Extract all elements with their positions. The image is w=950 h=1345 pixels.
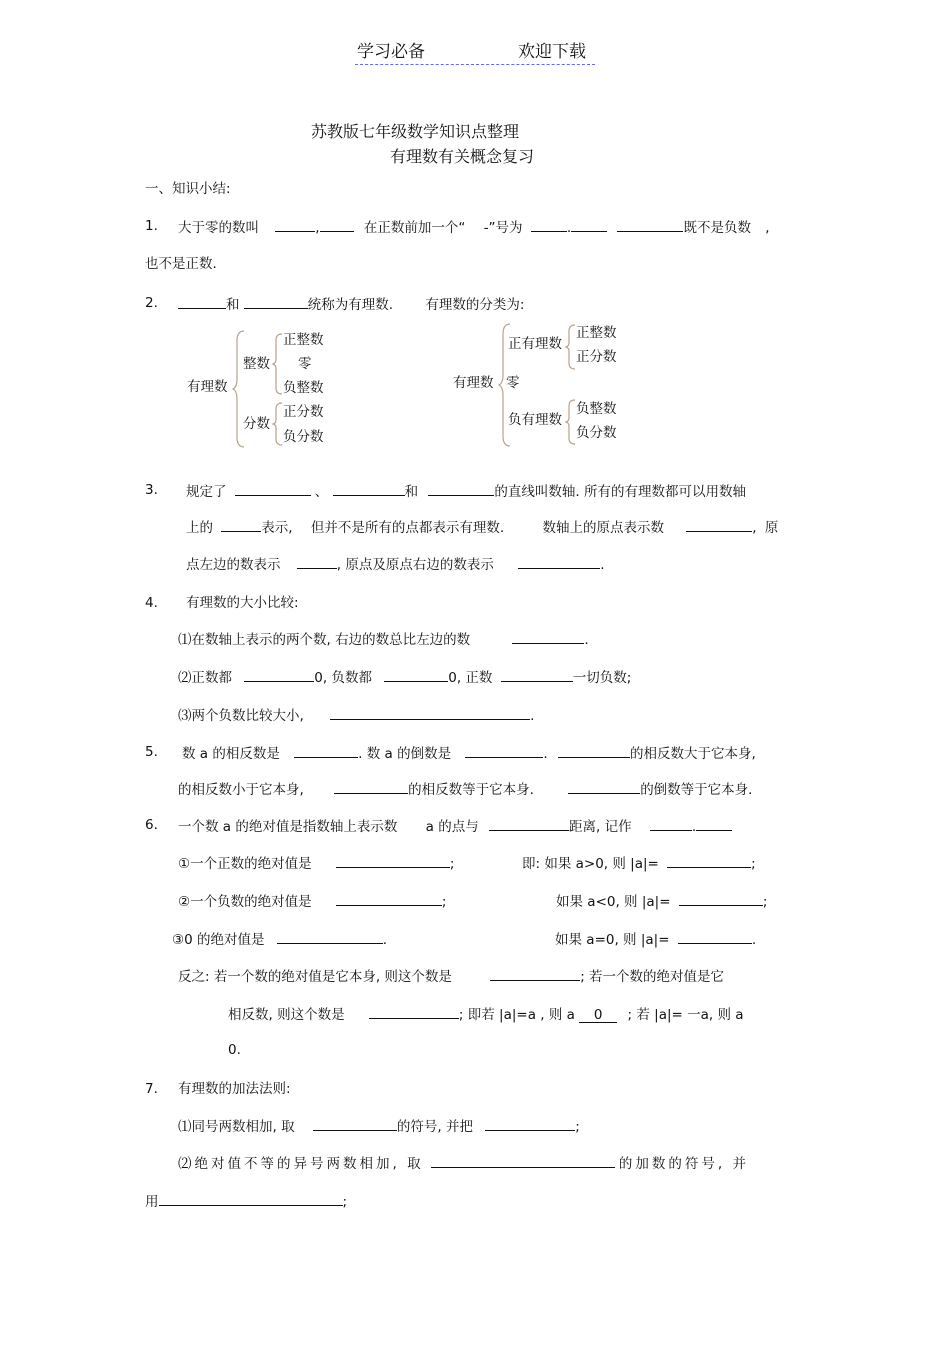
tree2-pos-frac: 正分数 xyxy=(576,349,617,365)
q6-r1a: ①一个正数的绝对值是 xyxy=(178,856,312,872)
q1-text-c: 在正数前加一个“ xyxy=(363,220,466,236)
q7-l3a: 用 xyxy=(145,1194,159,1210)
section-heading: 一、知识小结: xyxy=(145,181,231,197)
q6-row-2-left xyxy=(178,891,446,911)
q2-blank-2 xyxy=(244,294,308,309)
q1-continuation: 也不是正数. xyxy=(145,256,217,272)
q3-blank-1 xyxy=(235,481,311,496)
q6-row-3-left xyxy=(172,929,387,949)
tree1-neg-frac: 负分数 xyxy=(283,429,324,445)
q1-blank-1 xyxy=(275,217,315,232)
q7-line-1 xyxy=(178,1116,580,1136)
doc-title: 苏教版七年级数学知识点整理 xyxy=(311,122,520,141)
q2-text-b: 统称为有理数. xyxy=(307,297,394,313)
q3-text-j: 原 xyxy=(764,520,779,536)
q3-blank-6 xyxy=(297,554,337,569)
q1-blank-3 xyxy=(531,217,567,232)
q7-l1a: ⑴同号两数相加, 取 xyxy=(178,1119,295,1135)
q5-text-g: 的倒数等于它本身. xyxy=(640,782,753,798)
q3-blank-7 xyxy=(518,554,600,569)
q3-text-k: 点左边的数表示 xyxy=(186,557,281,573)
tree1-fractions: 分数 xyxy=(243,416,270,432)
q6-blank-r1a xyxy=(336,853,450,868)
q4-blank-2 xyxy=(244,667,314,682)
q3-blank-5 xyxy=(686,517,752,532)
tree2-pos-rat: 正有理数 xyxy=(508,336,562,352)
page-header xyxy=(355,40,595,65)
q6-row-1-right xyxy=(522,853,756,873)
q7-blank-2 xyxy=(485,1116,575,1131)
q3-text-e: 上的 xyxy=(186,520,213,536)
q5-blank-3 xyxy=(558,743,630,758)
q6-number: 6. xyxy=(145,817,158,833)
q6-row-1-left xyxy=(178,853,454,873)
q4-text-3-end: . xyxy=(530,708,535,724)
q3-text-c: 和 xyxy=(404,484,419,500)
q3-line-1 xyxy=(186,481,746,501)
q6-blank-r3b xyxy=(678,929,752,944)
q3-text-b: 、 xyxy=(314,484,329,500)
q1-number: 1. xyxy=(145,218,158,234)
q7-line-2 xyxy=(178,1153,749,1173)
q6-r2b: ; xyxy=(441,894,447,910)
tree1-root: 有理数 xyxy=(187,379,228,395)
q7-l3b: ; xyxy=(342,1194,348,1210)
q4-title: 有理数的大小比较: xyxy=(186,595,299,611)
q3-text-d: 的直线叫数轴. 所有的有理数都可以用数轴 xyxy=(494,484,746,500)
q6-blank-r1b xyxy=(667,853,751,868)
q6-inv2d: ; 若 |a|= 一a, 则 a xyxy=(627,1007,744,1023)
tree2-neg-int: 负整数 xyxy=(576,401,617,417)
q3-text-h: 数轴上的原点表示数 xyxy=(542,520,664,536)
q6-blank-r3a xyxy=(277,929,383,944)
doc-subtitle: 有理数有关概念复习 xyxy=(390,147,535,166)
q4-text-2d: 一切负数; xyxy=(572,670,632,686)
q3-text-l: , xyxy=(336,557,342,573)
q6-inv2b: ; 即若 |a|=a , 则 a xyxy=(458,1007,575,1023)
q1-blank-2 xyxy=(320,217,354,232)
q7-blank-1 xyxy=(313,1116,397,1131)
q2-line xyxy=(178,294,524,314)
q7-l1c: ; xyxy=(575,1119,580,1135)
q6-text-b: a 的点与 xyxy=(425,819,479,835)
q4-text-2b: 0, 负数都 xyxy=(314,670,372,686)
q1-blank-5 xyxy=(617,217,683,232)
q5-blank-2 xyxy=(465,743,543,758)
q4-text-1-end: . xyxy=(584,632,589,648)
q7-number: 7. xyxy=(145,1081,158,1097)
q3-text-m: 原点及原点右边的数表示 xyxy=(345,557,494,573)
q5-text-e: 的相反数小于它本身, xyxy=(178,782,304,798)
tree1-zero: 零 xyxy=(298,356,312,372)
q6-r2c: 如果 a<0, 则 |a|= xyxy=(556,894,671,910)
q6-text-c: 距离, 记作 xyxy=(569,819,632,835)
q2-text-a: 和 xyxy=(226,297,240,313)
q6-row-2-right xyxy=(556,891,767,911)
q2-number: 2. xyxy=(145,295,158,311)
q6-r3a: ③0 的绝对值是 xyxy=(172,932,265,948)
q6-blank-3 xyxy=(696,816,732,831)
q5-blank-4 xyxy=(334,779,408,794)
q6-inverse-1 xyxy=(178,966,724,986)
q4-blank-3 xyxy=(384,667,448,682)
header-left-text: 学习必备 xyxy=(357,42,425,62)
tree2-pos-int: 正整数 xyxy=(576,325,617,341)
q3-line-3 xyxy=(186,554,604,574)
q3-line-2 xyxy=(186,517,778,537)
q6-row-3-right xyxy=(555,929,756,949)
q7-l2a: ⑵绝对值不等的异号两数相加, 取 xyxy=(178,1156,424,1172)
q5-text-a: 数 a 的相反数是 xyxy=(182,746,280,762)
q6-blank-1 xyxy=(489,816,569,831)
q6-blank-r2b xyxy=(679,891,763,906)
q1-blank-4 xyxy=(571,217,607,232)
q5-text-c: . xyxy=(543,746,548,762)
q6-r1c: 即: 如果 a>0, 则 |a|= xyxy=(522,856,659,872)
q1-text-a: 大于零的数叫 xyxy=(178,220,259,236)
q7-l2b: 的加数的符号, 并 xyxy=(618,1156,749,1172)
q6-inverse-3: 0. xyxy=(228,1042,241,1058)
q4-line-2 xyxy=(178,667,631,687)
q3-text-g: 但并不是所有的点都表示有理数. xyxy=(310,520,505,536)
tree2-neg-frac: 负分数 xyxy=(576,425,617,441)
q3-text-n: . xyxy=(600,557,605,573)
tree1-pos-int: 正整数 xyxy=(283,332,324,348)
q6-blank-inv3 xyxy=(579,1008,617,1023)
tree2-root: 有理数 xyxy=(453,375,494,391)
tree1-pos-frac: 正分数 xyxy=(283,404,324,420)
q5-blank-1 xyxy=(294,743,358,758)
q6-r3b: . xyxy=(382,932,388,948)
q7-l1b: 的符号, 并把 xyxy=(396,1119,473,1135)
q6-r3d: . xyxy=(751,932,757,948)
q5-number: 5. xyxy=(145,744,158,760)
q7-blank-3 xyxy=(431,1153,615,1168)
q3-blank-4 xyxy=(221,517,261,532)
tree2-neg-rat: 负有理数 xyxy=(508,412,562,428)
q5-text-b: . 数 a 的倒数是 xyxy=(358,746,452,762)
q4-line-3 xyxy=(178,705,534,725)
q6-r1b: ; xyxy=(449,856,455,872)
q1-text-e: . xyxy=(566,220,572,236)
q4-blank-4 xyxy=(501,667,573,682)
q7-blank-4 xyxy=(159,1191,343,1206)
q3-blank-3 xyxy=(428,481,494,496)
header-right-text: 欢迎下载 xyxy=(518,42,586,62)
q5-line-2 xyxy=(178,779,752,799)
tree1-integers: 整数 xyxy=(243,356,270,372)
q2-text-c: 有理数的分类为: xyxy=(425,297,525,313)
q7-line-3 xyxy=(145,1191,347,1211)
q1-text-g: , xyxy=(765,220,770,236)
q6-r2d: ; xyxy=(762,894,768,910)
q1-text-b: , xyxy=(315,220,320,236)
q6-r2a: ②一个负数的绝对值是 xyxy=(178,894,312,910)
q6-inv1: 反之: 若一个数的绝对值是它本身, 则这个数是 xyxy=(178,969,452,985)
q6-inv2a: 相反数, 则这个数是 xyxy=(228,1007,345,1023)
q5-text-d: 的相反数大于它本身, xyxy=(630,746,756,762)
q6-inv1b: ; 若一个数的绝对值是它 xyxy=(580,969,725,985)
tree1-neg-int: 负整数 xyxy=(283,380,324,396)
q6-blank-inv2 xyxy=(369,1004,459,1019)
q6-r3c: 如果 a=0, 则 |a|= xyxy=(555,932,670,948)
q4-blank-5 xyxy=(330,705,530,720)
tree2-zero: 零 xyxy=(506,375,520,391)
q3-number: 3. xyxy=(145,482,158,498)
q1-text-f: 既不是负数 xyxy=(683,220,751,236)
q3-blank-2 xyxy=(333,481,405,496)
q6-line-1 xyxy=(178,816,732,836)
q4-line-1 xyxy=(178,629,589,649)
q6-text-a: 一个数 a 的绝对值是指数轴上表示数 xyxy=(178,819,398,835)
q6-text-d: . xyxy=(691,819,697,835)
q5-line-1 xyxy=(182,743,756,763)
q4-text-1: ⑴在数轴上表示的两个数, 右边的数总比左边的数 xyxy=(178,632,471,648)
q2-blank-1 xyxy=(178,294,226,309)
q4-text-2c: 0, 正数 xyxy=(448,670,493,686)
q6-blank-inv1 xyxy=(490,966,580,981)
q6-r1d: ; xyxy=(751,856,756,872)
q3-text-i: , xyxy=(752,520,757,536)
q3-text-a: 规定了 xyxy=(186,484,227,500)
q4-number: 4. xyxy=(145,595,158,611)
q5-text-f: 的相反数等于它本身. xyxy=(408,782,534,798)
q6-inv2c: 0 xyxy=(593,1007,603,1023)
q4-blank-1 xyxy=(512,629,584,644)
q6-blank-r2a xyxy=(336,891,442,906)
q1-text-d: -”号为 xyxy=(483,220,523,236)
q6-blank-2 xyxy=(650,816,692,831)
q4-text-2a: ⑵正数都 xyxy=(178,670,232,686)
q6-inverse-2 xyxy=(228,1004,744,1024)
q4-text-3: ⑶两个负数比较大小, xyxy=(178,708,304,724)
q1-line xyxy=(178,217,770,237)
q5-blank-5 xyxy=(568,779,640,794)
q7-title: 有理数的加法法则: xyxy=(178,1081,291,1097)
q3-text-f: 表示, xyxy=(261,520,293,536)
